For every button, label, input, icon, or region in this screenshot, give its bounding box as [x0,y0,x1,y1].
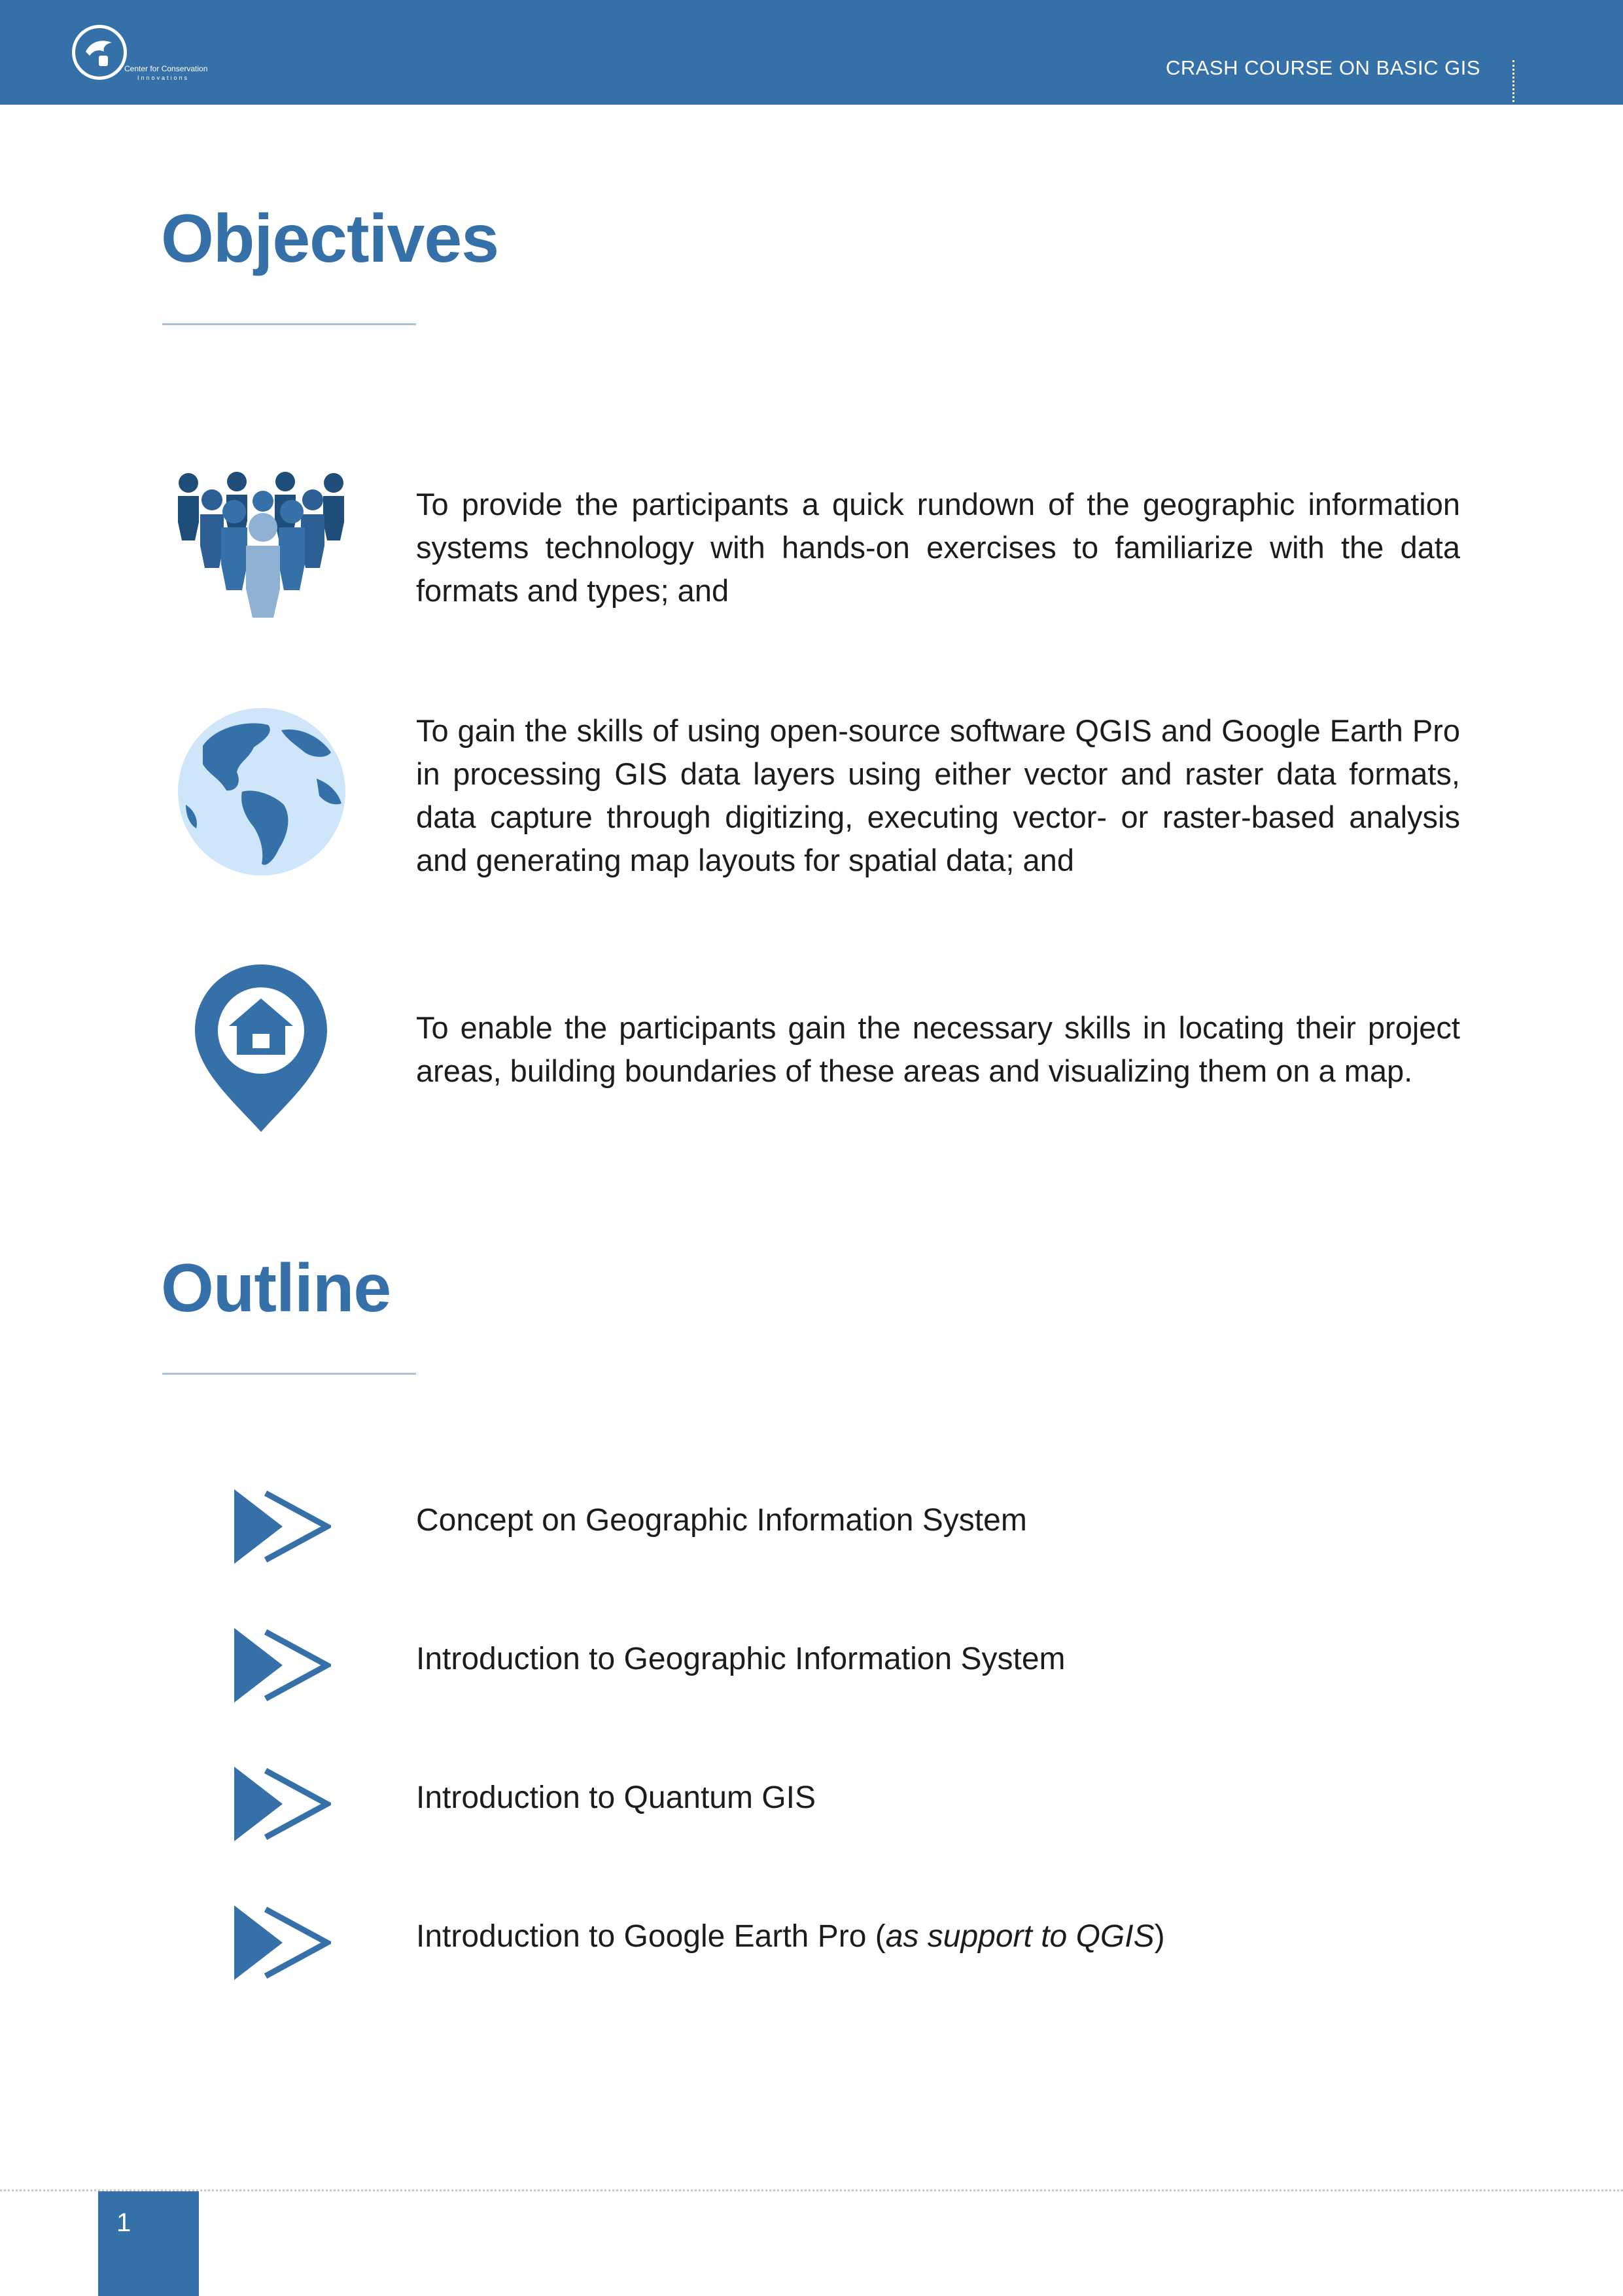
header-bar [0,0,1623,105]
logo-emblem-icon [72,25,127,80]
page-number-box [98,2191,199,2296]
outline-item-4-italic: as support to QGIS [885,1919,1155,1954]
fast-forward-icon [234,1767,331,1844]
logo-name: Center for Conservation [124,64,208,73]
outline-rule [162,1373,416,1375]
footer-divider [0,2189,1623,2191]
fast-forward-icon [234,1628,331,1705]
objective-text-2: To gain the skills of using open-source software QGIS and Google Earth Pro in processing GIS data layers using either vector and raster data formats, data capture through digitizing, executing vector- or raster-based analysis and generating map layouts for spatial data; and [416,713,1460,877]
logo-subtitle: Innovations [137,75,190,81]
globe-icon [177,707,347,879]
outline-item-4-suffix: ) [1154,1919,1165,1954]
outline-item-4-text: Introduction to Google Earth Pro ( [416,1919,886,1954]
header-divider [1512,60,1514,102]
location-home-pin-icon [195,964,327,1136]
page-number: 1 [116,2208,131,2237]
fast-forward-icon [234,1489,331,1566]
course-title: CRASH COURSE ON BASIC GIS [1165,56,1480,79]
outline-item-2: Introduction to Geographic Information System [416,1642,1066,1676]
objective-text-3: To enable the participants gain the necessary skills in locating their project areas, building boundaries of these areas and visualizing them on a map. [416,1010,1460,1088]
objective-text-1: To provide the participants a quick rundown of the geographic information systems technology with hands-on exercises to familiarize with the data formats and types; and [416,487,1460,608]
people-group-icon [174,470,352,623]
outline-item-3: Introduction to Quantum GIS [416,1780,816,1815]
outline-title: Outline [161,1250,391,1326]
fast-forward-icon [234,1905,331,1983]
logo [72,25,209,88]
outline-item-4 [416,1918,1165,1954]
outline-item-1: Concept on Geographic Information System [416,1503,1027,1538]
objectives-rule [162,323,416,325]
objectives-title: Objectives [161,201,499,277]
